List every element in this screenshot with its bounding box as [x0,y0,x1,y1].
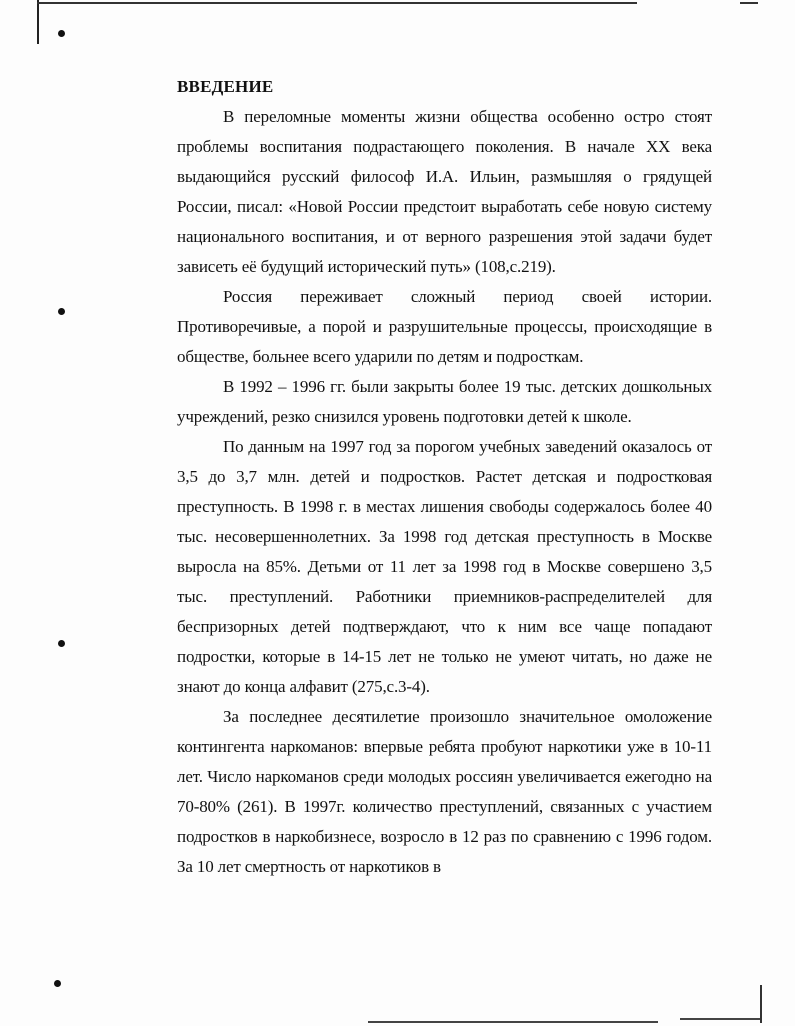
scan-edge-bottom-right [680,1018,760,1020]
paragraph: По данным на 1997 год за порогом учебных заведений оказалось от 3,5 до 3,7 млн. детей и подростков. Растет детская и подростковая преступность. В 1998 г. в местах лишения свободы содержалось более 40 тыс. несовершеннолетних. За 1998 год детская преступность в Москве выросла на 85%. Детьми от 11 лет за 1998 год в Москве совершено 3,5 тыс. преступлений. Работники приемников-распределителей для беспризорных детей подтверждают, что к ним все чаще попадают подростки, которые в 14-15 лет не только не умеют читать, но даже не знают до конца алфавит (275,с.3-4). [177,437,712,696]
punch-hole-mark [54,980,61,987]
punch-hole-mark [58,30,65,37]
section-heading: ВВЕДЕНИЕ [177,77,274,96]
scan-edge-right [760,985,762,1023]
paragraph: В переломные моменты жизни общества особенно остро стоят проблемы воспитания подрастающего поколения. В начале XX века выдающийся русский философ И.А. Ильин, размышляя о грядущей России, писал: «Новой России предстоит выработать себе новую систему национального воспитания, и от верного разрешения этой задачи будет зависеть её будущий исторический путь» (108,с.219). [177,107,712,276]
scan-edge-top [37,2,637,4]
punch-hole-mark [58,308,65,315]
paragraph: Россия переживает сложный период своей истории. Противоречивые, а порой и разрушительные процессы, происходящие в обществе, больнее всего ударили по детям и подросткам. [177,287,712,366]
scan-edge-top-right [740,2,758,4]
paragraph: В 1992 – 1996 гг. были закрыты более 19 тыс. детских дошкольных учреждений, резко снизился уровень подготовки детей к школе. [177,377,712,426]
scan-edge-bottom [368,1021,658,1023]
document-body [177,72,712,882]
punch-hole-mark [58,640,65,647]
paragraph: За последнее десятилетие произошло значительное омоложение контингента наркоманов: впервые ребята пробуют наркотики уже в 10-11 лет. Число наркоманов среди молодых россиян увеличивается ежегодно на 70-80% (261). В 1997г. количество преступлений, связанных с участием подростков в наркобизнесе, возросло в 12 раз по сравнению с 1996 годом. За 10 лет смертность от наркотиков в [177,707,712,876]
scan-edge-left [37,0,39,44]
